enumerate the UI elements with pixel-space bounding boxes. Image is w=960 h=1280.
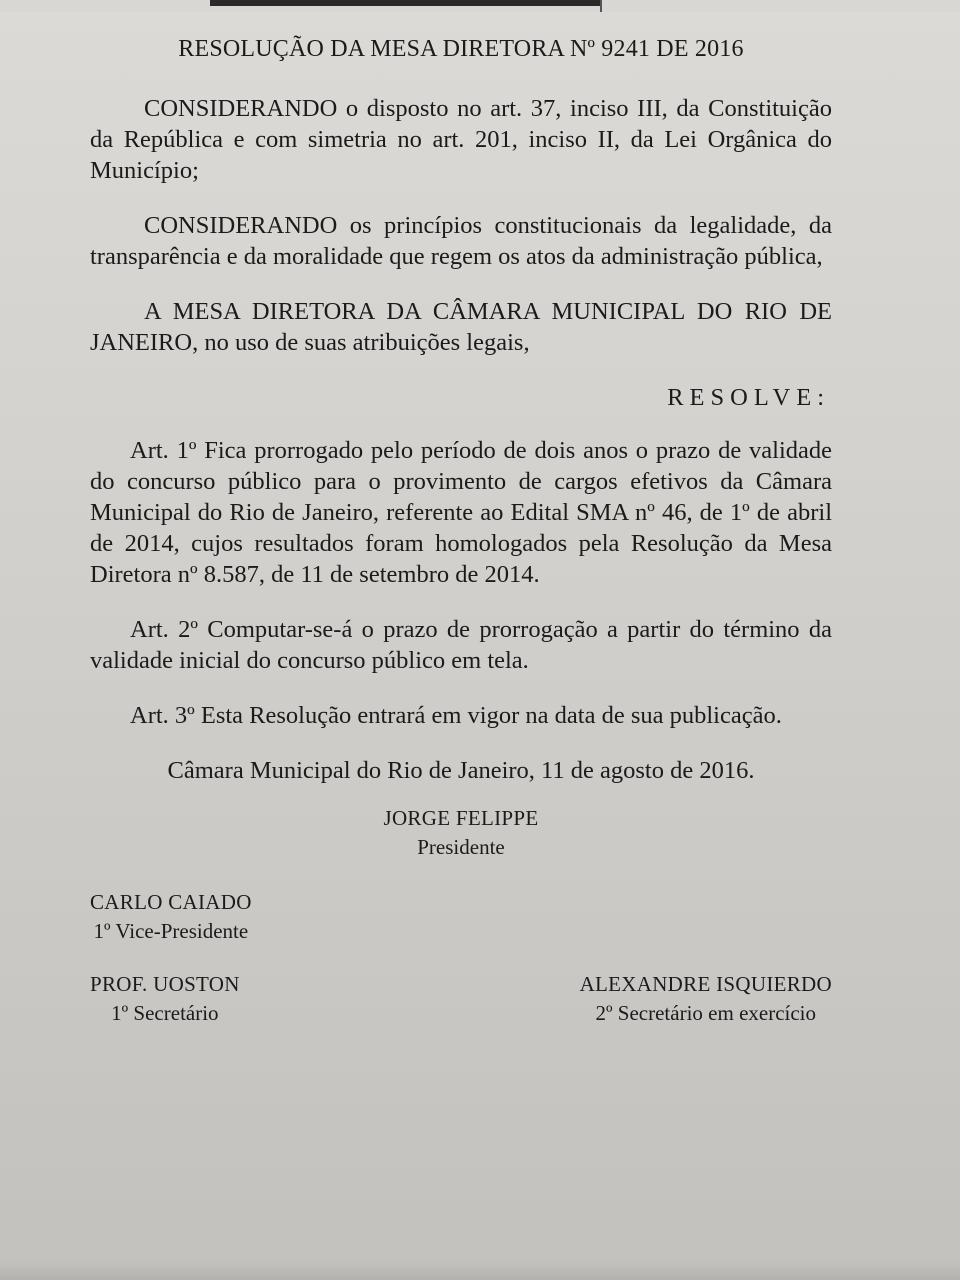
top-rule-edge xyxy=(600,0,602,12)
closing-date-line: Câmara Municipal do Rio de Janeiro, 11 de agosto de 2016. xyxy=(167,757,755,784)
article-3: Art. 3º Esta Resolução entrará em vigor na data de sua publicação. xyxy=(130,702,782,729)
vice-president-role: 1º Vice-Presidente xyxy=(93,919,249,943)
vice-president-signature xyxy=(90,888,252,946)
vice-president-row xyxy=(90,888,832,946)
second-secretary-role: 2º Secretário em exercício xyxy=(595,1001,817,1025)
article-1: Art. 1º Fica prorrogado pelo período de dois anos o prazo de validade do concurso público para o provimento de cargos efetivos da Câmara Municipal do Rio de Janeiro, referente ao Edital SMA nº 46, de 1º de abril de 2014, cujos resultados foram homologados pela Resolução da Mesa Diretora nº 8.587, de 11 de setembro de 2014. xyxy=(90,437,832,588)
first-secretary-role: 1º Secretário xyxy=(111,1001,219,1025)
second-secretary-name: ALEXANDRE ISQUIERDO xyxy=(579,972,832,996)
top-rule-line xyxy=(210,0,600,6)
considerando-paragraph-1: CONSIDERANDO o disposto no art. 37, inciso III, da Constituição da República e com simetria no art. 201, inciso II, da Lei Orgânica do Município; xyxy=(90,95,832,184)
president-signature xyxy=(90,804,832,862)
first-secretary-name: PROF. UOSTON xyxy=(90,972,240,996)
president-name: JORGE FELIPPE xyxy=(383,806,539,830)
second-secretary-signature xyxy=(580,970,832,1028)
article-2: Art. 2º Computar-se-á o prazo de prorrogação a partir do término da validade inicial do concurso público em tela. xyxy=(90,616,832,674)
mesa-diretora-paragraph: A MESA DIRETORA DA CÂMARA MUNICIPAL DO RIO DE JANEIRO, no uso de suas atribuições legais, xyxy=(90,298,832,356)
resolution-title: RESOLUÇÃO DA MESA DIRETORA Nº 9241 DE 2016 xyxy=(178,36,744,62)
president-role: Presidente xyxy=(417,835,505,859)
first-secretary-signature xyxy=(90,970,240,1028)
resolve-heading: RESOLVE: xyxy=(667,384,830,411)
secretaries-row xyxy=(90,970,832,1028)
vice-president-name: CARLO CAIADO xyxy=(90,890,252,914)
bottom-shadow xyxy=(0,1262,960,1280)
considerando-paragraph-2: CONSIDERANDO os princípios constitucionais da legalidade, da transparência e da moralidade que regem os atos da administração pública, xyxy=(90,212,832,270)
resolution-document xyxy=(90,30,832,1052)
